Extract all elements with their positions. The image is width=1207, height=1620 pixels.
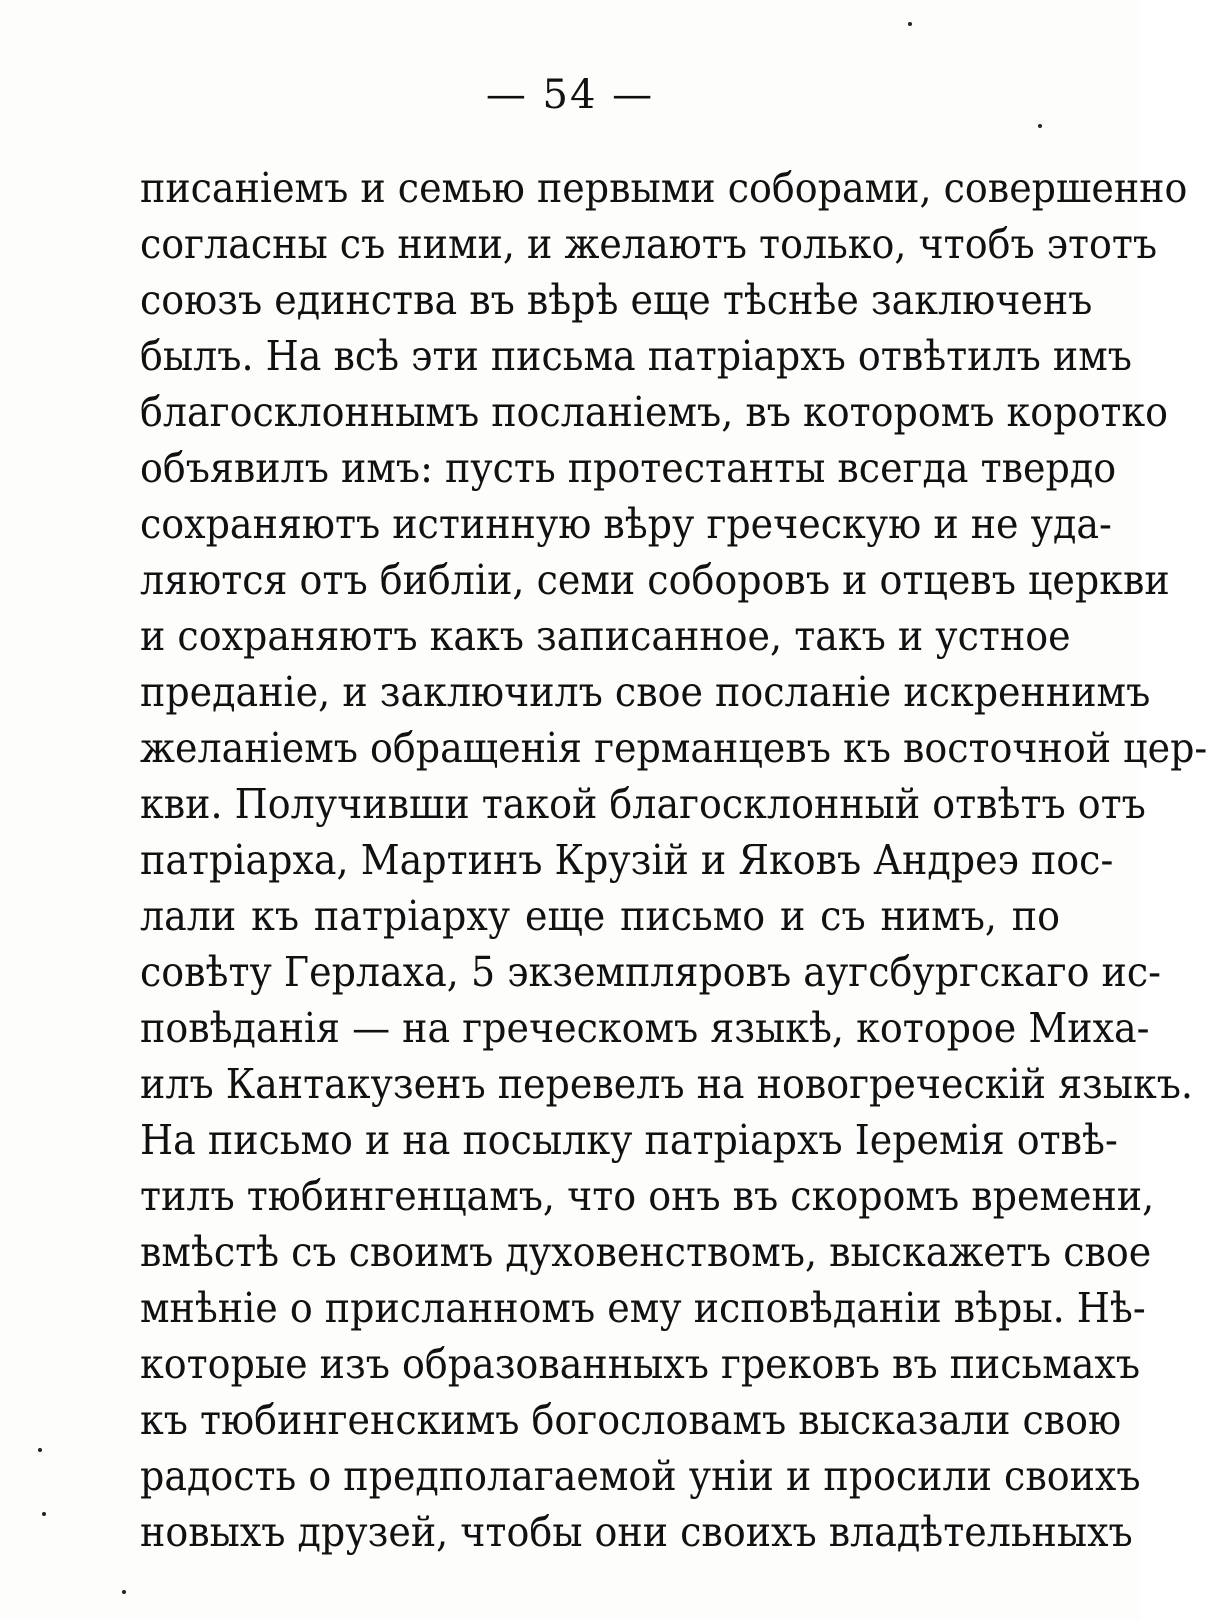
ink-speck <box>42 1512 46 1516</box>
text-line: преданіе, и заключилъ свое посланіе искреннимъ <box>140 668 1151 716</box>
text-line: союзъ единства въ вѣрѣ еще тѣснѣе заключенъ <box>140 276 1093 324</box>
text-line: мнѣніе о присланномъ ему исповѣданіи вѣры. Нѣ- <box>140 1284 1146 1332</box>
text-line: сохраняютъ истинную вѣру греческую и не уда- <box>140 500 1112 548</box>
text-line: кви. Получивши такой благосклонный отвѣтъ отъ <box>140 780 1146 828</box>
ink-speck <box>908 22 912 26</box>
text-line: вмѣстѣ съ своимъ духовенствомъ, выскажетъ свое <box>140 1228 1152 1276</box>
ink-speck <box>122 1590 126 1594</box>
text-line: ляются отъ библіи, семи соборовъ и отцевъ церкви <box>140 556 1170 604</box>
text-line: былъ. На всѣ эти письма патріархъ отвѣтилъ имъ <box>140 332 1132 380</box>
text-line: объявилъ имъ: пусть протестанты всегда твердо <box>140 444 1117 492</box>
text-line: которые изъ образованныхъ грековъ въ письмахъ <box>140 1340 1141 1388</box>
body-text <box>140 160 1207 1560</box>
text-line: желаніемъ обращенія германцевъ къ восточной цер- <box>140 724 1207 772</box>
text-line: благосклоннымъ посланіемъ, въ которомъ коротко <box>140 388 1169 436</box>
text-line: тилъ тюбингенцамъ, что онъ въ скоромъ времени, <box>140 1172 1155 1220</box>
text-line: совѣту Герлаха, 5 экземпляровъ аугсбургскаго ис- <box>140 948 1161 996</box>
ink-speck <box>38 1448 42 1452</box>
text-line: лали къ патріарху еще письмо и съ нимъ, по <box>140 892 1060 940</box>
text-line: патріарха, Мартинъ Крузій и Яковъ Андреэ пос- <box>140 836 1114 884</box>
text-line: илъ Кантакузенъ перевелъ на новогреческій языкъ. <box>140 1060 1194 1108</box>
text-line: къ тюбингенскимъ богословамъ высказали свою <box>140 1396 1122 1444</box>
text-line: радость о предполагаемой уніи и просили своихъ <box>140 1452 1141 1500</box>
text-line: На письмо и на посылку патріархъ Іеремія отвѣ- <box>140 1116 1118 1164</box>
text-line: согласны съ ними, и желаютъ только, чтобъ этотъ <box>140 220 1158 268</box>
text-line: повѣданія — на греческомъ языкѣ, которое Миха- <box>140 1004 1150 1052</box>
page-number: — 54 — <box>485 72 655 118</box>
text-line: писаніемъ и семью первыми соборами, совершенно <box>140 164 1188 212</box>
text-line: новыхъ друзей, чтобы они своихъ владѣтельныхъ <box>140 1508 1133 1556</box>
ink-speck <box>1038 124 1042 128</box>
text-line: и сохраняютъ какъ записанное, такъ и устное <box>140 612 1071 660</box>
